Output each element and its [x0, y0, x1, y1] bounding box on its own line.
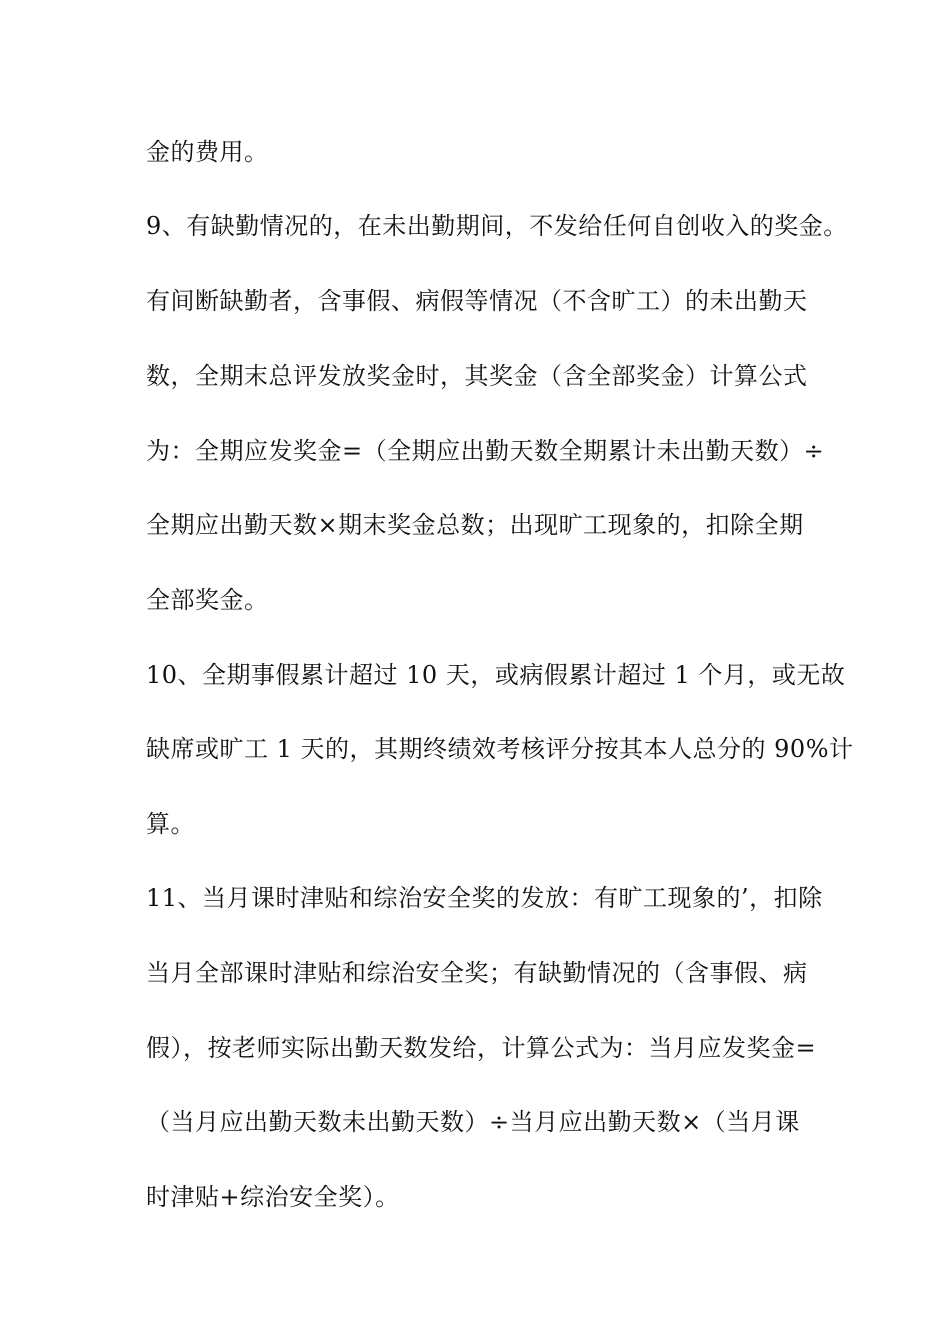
text-line: 金的费用。: [146, 138, 269, 166]
text-line: 算。: [146, 810, 195, 838]
text-line: 9、有缺勤情况的，在未出勤期间，不发给任何自创收入的奖金。: [146, 212, 848, 240]
text-line: 有间断缺勤者，含事假、病假等情况（不含旷工）的未出勤天: [146, 287, 808, 315]
text-line: 假），按老师实际出勤天数发给，计算公式为：当月应发奖金=: [146, 1034, 817, 1062]
text-line: 数，全期末总评发放奖金时，其奖金（含全部奖金）计算公式: [146, 362, 808, 390]
text-line: （当月应出勤天数未出勤天数）÷当月应出勤天数×（当月课: [146, 1108, 800, 1136]
text-line: 当月全部课时津贴和综治安全奖；有缺勤情况的（含事假、病: [146, 959, 808, 987]
text-line: 10、全期事假累计超过 10 天，或病假累计超过 1 个月，或无故: [146, 661, 846, 689]
text-line: 时津贴+综治安全奖）。: [146, 1183, 400, 1211]
text-line: 为：全期应发奖金=（全期应出勤天数全期累计未出勤天数）÷: [146, 437, 825, 465]
text-line: 全部奖金。: [146, 586, 269, 614]
text-line: 11、当月课时津贴和综治安全奖的发放：有旷工现象的’，扣除: [146, 884, 823, 912]
text-line: 全期应出勤天数×期末奖金总数；出现旷工现象的，扣除全期: [146, 511, 804, 539]
text-line: 缺席或旷工 1 天的，其期终绩效考核评分按其本人总分的 90%计: [146, 735, 854, 763]
